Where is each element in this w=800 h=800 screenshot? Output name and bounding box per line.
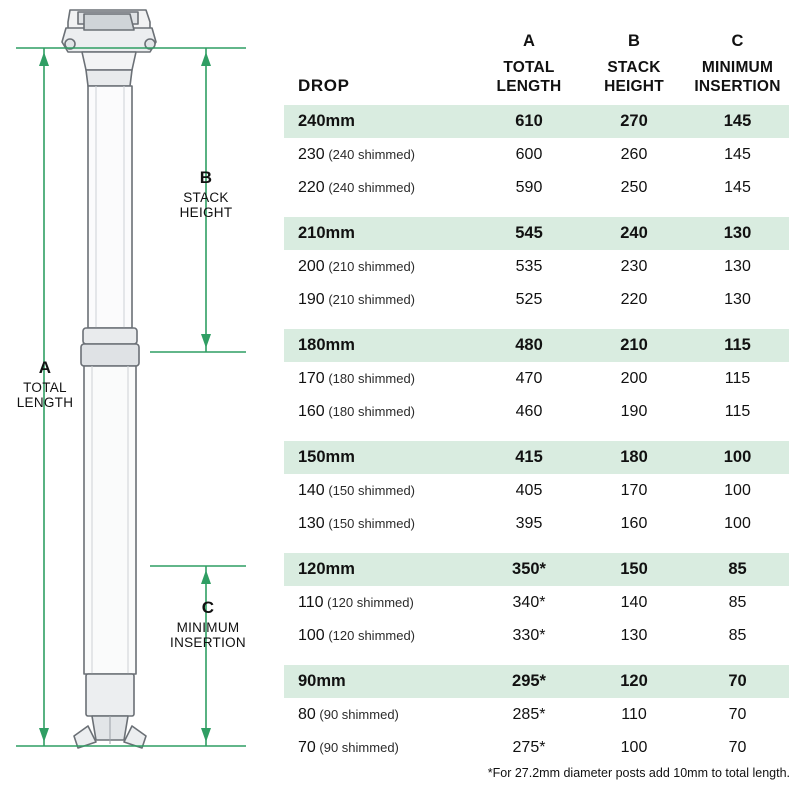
specification-table bbox=[284, 0, 789, 764]
cell-minimum-insertion: 145 bbox=[686, 105, 789, 138]
table-group-spacer bbox=[284, 204, 789, 217]
cell-stack-height: 190 bbox=[582, 395, 686, 428]
cell-drop-value: 180mm bbox=[298, 336, 355, 354]
table-footnote: *For 27.2mm diameter posts add 10mm to total length. bbox=[487, 766, 790, 780]
cell-stack-height: 140 bbox=[582, 586, 686, 619]
dimension-label-a-letter: A bbox=[38, 358, 52, 377]
cell-drop bbox=[284, 138, 476, 171]
column-header-total-length bbox=[476, 0, 582, 105]
cell-drop bbox=[284, 586, 476, 619]
cell-minimum-insertion: 70 bbox=[686, 698, 789, 731]
column-header-a-letter: A bbox=[522, 31, 536, 50]
cell-total-length: 545 bbox=[476, 217, 582, 250]
cell-drop-value: 70 bbox=[298, 738, 316, 756]
cell-total-length: 525 bbox=[476, 283, 582, 316]
cell-minimum-insertion: 100 bbox=[686, 507, 789, 540]
cell-total-length: 480 bbox=[476, 329, 582, 362]
column-header-b-line2: HEIGHT bbox=[604, 77, 664, 95]
cell-drop-shim-note: (240 shimmed) bbox=[324, 179, 416, 195]
dimension-label-c-line1: MINIMUM bbox=[176, 619, 240, 635]
cell-minimum-insertion: 130 bbox=[686, 250, 789, 283]
table-group-spacer-cell bbox=[284, 540, 789, 553]
table-group-spacer bbox=[284, 316, 789, 329]
table-row bbox=[284, 698, 789, 731]
cell-stack-height: 160 bbox=[582, 507, 686, 540]
cell-drop bbox=[284, 250, 476, 283]
cell-minimum-insertion: 85 bbox=[686, 619, 789, 652]
cell-drop-value: 80 bbox=[298, 705, 316, 723]
table-row bbox=[284, 507, 789, 540]
cell-drop bbox=[284, 507, 476, 540]
cell-total-length: 610 bbox=[476, 105, 582, 138]
cell-drop-value: 130 bbox=[298, 514, 325, 532]
cell-stack-height: 110 bbox=[582, 698, 686, 731]
table-row bbox=[284, 105, 789, 138]
cell-minimum-insertion: 130 bbox=[686, 217, 789, 250]
table-group-spacer bbox=[284, 428, 789, 441]
seatpost-diagram bbox=[0, 0, 280, 800]
dimension-label-c bbox=[148, 598, 268, 651]
column-header-drop: DROP bbox=[298, 75, 350, 95]
table-row bbox=[284, 283, 789, 316]
cell-drop-shim-note: (90 shimmed) bbox=[315, 706, 399, 722]
table-group-spacer-cell bbox=[284, 428, 789, 441]
dimension-label-b-line2: HEIGHT bbox=[179, 205, 233, 221]
dimension-label-b bbox=[158, 168, 254, 221]
cell-drop bbox=[284, 217, 476, 250]
cell-drop-value: 110 bbox=[298, 593, 324, 611]
column-header-minimum-insertion bbox=[686, 0, 789, 105]
cell-drop-value: 120mm bbox=[298, 560, 355, 578]
cell-stack-height: 130 bbox=[582, 619, 686, 652]
cell-drop bbox=[284, 619, 476, 652]
cell-drop-value: 210mm bbox=[298, 224, 355, 242]
cell-total-length: 395 bbox=[476, 507, 582, 540]
table-group-spacer-cell bbox=[284, 204, 789, 217]
table-row bbox=[284, 665, 789, 698]
cell-drop-value: 230 bbox=[298, 145, 325, 163]
cell-minimum-insertion: 130 bbox=[686, 283, 789, 316]
table-row bbox=[284, 395, 789, 428]
cell-total-length: 330* bbox=[476, 619, 582, 652]
column-header-stack-height bbox=[582, 0, 686, 105]
cell-drop bbox=[284, 441, 476, 474]
cell-total-length: 415 bbox=[476, 441, 582, 474]
cell-stack-height: 240 bbox=[582, 217, 686, 250]
cell-minimum-insertion: 115 bbox=[686, 362, 789, 395]
cell-stack-height: 230 bbox=[582, 250, 686, 283]
table-row bbox=[284, 217, 789, 250]
cell-drop bbox=[284, 474, 476, 507]
dimension-label-c-line2: INSERTION bbox=[170, 635, 246, 651]
table-group-spacer-cell bbox=[284, 652, 789, 665]
cell-total-length: 600 bbox=[476, 138, 582, 171]
cell-minimum-insertion: 100 bbox=[686, 441, 789, 474]
cell-minimum-insertion: 100 bbox=[686, 474, 789, 507]
cell-total-length: 470 bbox=[476, 362, 582, 395]
cell-drop-shim-note: (210 shimmed) bbox=[324, 258, 416, 274]
cell-total-length: 460 bbox=[476, 395, 582, 428]
cell-drop bbox=[284, 362, 476, 395]
cell-drop bbox=[284, 283, 476, 316]
cell-drop bbox=[284, 731, 476, 764]
cell-minimum-insertion: 145 bbox=[686, 171, 789, 204]
column-header-c-line2: INSERTION bbox=[694, 77, 781, 95]
cell-stack-height: 210 bbox=[582, 329, 686, 362]
cell-stack-height: 100 bbox=[582, 731, 686, 764]
cell-drop bbox=[284, 395, 476, 428]
dimension-label-b-letter: B bbox=[199, 168, 213, 187]
cell-stack-height: 260 bbox=[582, 138, 686, 171]
cell-drop-value: 240mm bbox=[298, 112, 355, 130]
cell-minimum-insertion: 115 bbox=[686, 329, 789, 362]
dimension-label-b-line1: STACK bbox=[183, 189, 229, 205]
table-row bbox=[284, 553, 789, 586]
cell-stack-height: 150 bbox=[582, 553, 686, 586]
cell-stack-height: 200 bbox=[582, 362, 686, 395]
cell-drop bbox=[284, 698, 476, 731]
cell-drop-value: 90mm bbox=[298, 672, 346, 690]
cell-total-length: 275* bbox=[476, 731, 582, 764]
cell-drop-shim-note: (150 shimmed) bbox=[324, 482, 416, 498]
table-row bbox=[284, 329, 789, 362]
cell-total-length: 285* bbox=[476, 698, 582, 731]
column-header-a-line2: LENGTH bbox=[496, 77, 562, 95]
dimension-label-c-letter: C bbox=[201, 598, 215, 617]
table-group-spacer bbox=[284, 540, 789, 553]
cell-drop bbox=[284, 665, 476, 698]
column-header-c-letter: C bbox=[731, 31, 744, 50]
dimension-label-a-line2: LENGTH bbox=[16, 395, 74, 411]
cell-stack-height: 250 bbox=[582, 171, 686, 204]
column-header-a-line1: TOTAL bbox=[503, 59, 555, 77]
table-row bbox=[284, 362, 789, 395]
table-row bbox=[284, 619, 789, 652]
cell-minimum-insertion: 70 bbox=[686, 665, 789, 698]
cell-drop-value: 190 bbox=[298, 290, 325, 308]
column-header-c-line1: MINIMUM bbox=[701, 59, 774, 77]
cell-total-length: 405 bbox=[476, 474, 582, 507]
cell-stack-height: 180 bbox=[582, 441, 686, 474]
cell-drop-shim-note: (90 shimmed) bbox=[315, 739, 399, 755]
cell-drop bbox=[284, 329, 476, 362]
cell-minimum-insertion: 115 bbox=[686, 395, 789, 428]
cell-stack-height: 220 bbox=[582, 283, 686, 316]
cell-minimum-insertion: 145 bbox=[686, 138, 789, 171]
cell-minimum-insertion: 85 bbox=[686, 553, 789, 586]
cell-drop-value: 160 bbox=[298, 402, 325, 420]
cell-minimum-insertion: 70 bbox=[686, 731, 789, 764]
cell-drop-shim-note: (150 shimmed) bbox=[324, 515, 416, 531]
cell-total-length: 295* bbox=[476, 665, 582, 698]
column-header-b-letter: B bbox=[627, 31, 641, 50]
cell-drop-value: 100 bbox=[298, 626, 325, 644]
cell-drop bbox=[284, 553, 476, 586]
cell-total-length: 340* bbox=[476, 586, 582, 619]
cell-total-length: 535 bbox=[476, 250, 582, 283]
table-row bbox=[284, 586, 789, 619]
cell-total-length: 350* bbox=[476, 553, 582, 586]
table-row bbox=[284, 731, 789, 764]
cell-stack-height: 120 bbox=[582, 665, 686, 698]
table-row bbox=[284, 171, 789, 204]
cell-drop-value: 150mm bbox=[298, 448, 355, 466]
cell-drop-shim-note: (180 shimmed) bbox=[324, 370, 416, 386]
cell-stack-height: 270 bbox=[582, 105, 686, 138]
cell-drop-shim-note: (210 shimmed) bbox=[324, 291, 416, 307]
table-row bbox=[284, 250, 789, 283]
cell-drop-shim-note: (120 shimmed) bbox=[324, 627, 416, 643]
cell-drop-shim-note: (240 shimmed) bbox=[324, 146, 416, 162]
table-row bbox=[284, 441, 789, 474]
cell-drop-value: 200 bbox=[298, 257, 325, 275]
table-row bbox=[284, 474, 789, 507]
cell-drop bbox=[284, 171, 476, 204]
specification-table-container bbox=[280, 0, 800, 800]
cell-drop-value: 220 bbox=[298, 178, 325, 196]
dimension-label-a bbox=[2, 358, 88, 411]
cell-stack-height: 170 bbox=[582, 474, 686, 507]
cell-total-length: 590 bbox=[476, 171, 582, 204]
column-header-b-line1: STACK bbox=[607, 59, 661, 77]
cell-minimum-insertion: 85 bbox=[686, 586, 789, 619]
table-header bbox=[284, 0, 789, 105]
dimension-label-a-line1: TOTAL bbox=[23, 379, 67, 395]
table-row bbox=[284, 138, 789, 171]
cell-drop bbox=[284, 105, 476, 138]
cell-drop-value: 170 bbox=[298, 369, 325, 387]
cell-drop-value: 140 bbox=[298, 481, 325, 499]
cell-drop-shim-note: (120 shimmed) bbox=[323, 594, 414, 610]
table-body bbox=[284, 105, 789, 764]
table-group-spacer-cell bbox=[284, 316, 789, 329]
table-group-spacer bbox=[284, 652, 789, 665]
cell-drop-shim-note: (180 shimmed) bbox=[324, 403, 416, 419]
